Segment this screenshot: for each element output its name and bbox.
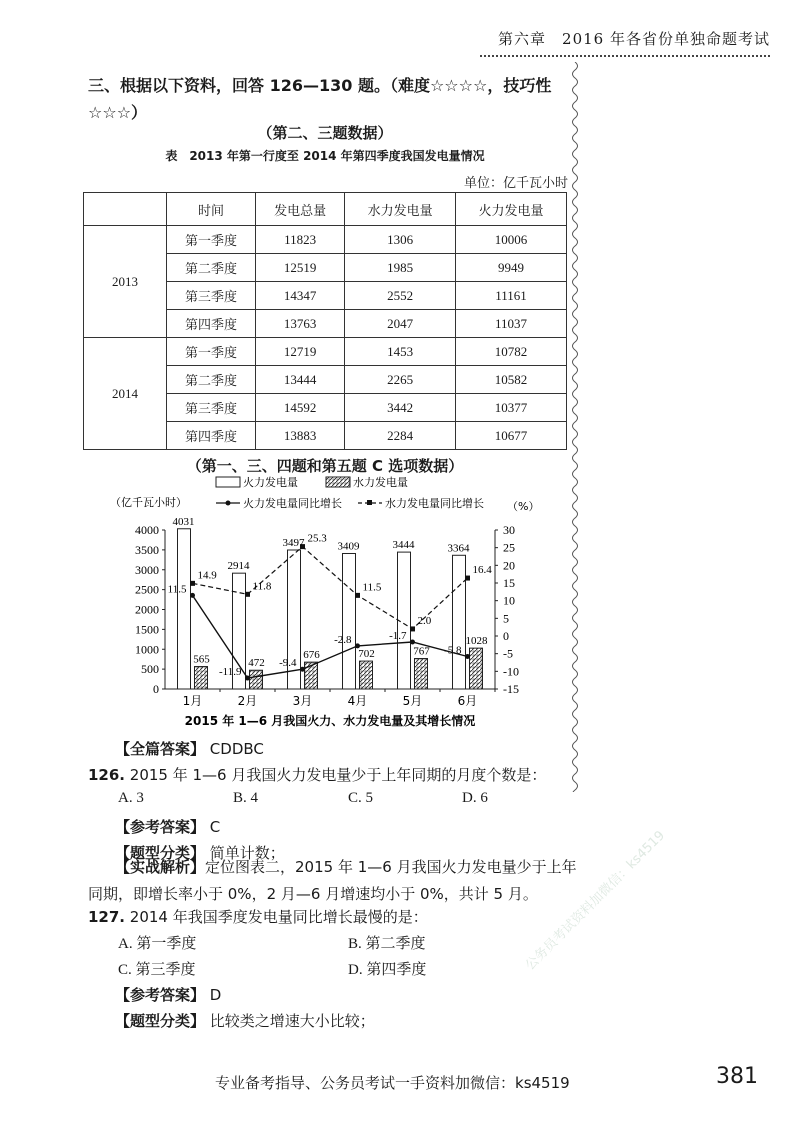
- bar-label-hydro: 1028: [465, 635, 488, 648]
- category-label: 1月: [182, 694, 203, 708]
- tick-label-left: 500: [141, 662, 159, 677]
- question-type-value: 比较类之增速大小比较；: [209, 1012, 375, 1030]
- table-header-cell: 水力发电量: [345, 193, 456, 226]
- tick-label-left: 3500: [135, 542, 159, 557]
- tick-label-left: 2500: [135, 582, 159, 597]
- reference-answer-label: 【参考答案】: [115, 986, 206, 1004]
- bar-label-hydro: 702: [358, 648, 375, 661]
- question-type-label: 【题型分类】: [115, 1012, 206, 1030]
- legend-label: 水力发电量: [353, 476, 408, 489]
- table-cell: 10377: [456, 394, 567, 422]
- table-cell: 12519: [256, 254, 345, 282]
- point-label-thermal: -1.7: [389, 630, 407, 643]
- bar-hydro: [195, 667, 208, 689]
- table-header-cell: 火力发电量: [456, 193, 567, 226]
- table-cell: 11823: [256, 226, 345, 254]
- category-label: 6月: [457, 694, 478, 708]
- bar-label-thermal: 3409: [337, 540, 360, 553]
- point-thermal-growth: [190, 593, 195, 598]
- table-header-row: [84, 193, 567, 226]
- legend-marker-hydro: [367, 500, 372, 505]
- reference-answer-value: C: [209, 818, 221, 836]
- question-text: 2015 年 1—6 月我国火力发电量少于上年同期的月度个数是：: [129, 766, 547, 784]
- analysis-text: 定位图表二，2015 年 1—6 月我国火力发电量少于上年同期，即增长率小于 0%，2 月—6 月增速均小于 0%，共计 5 月。: [88, 858, 577, 903]
- tick-label-right: -15: [503, 682, 519, 696]
- point-label-hydro: 14.9: [197, 569, 217, 582]
- tick-label-left: 1000: [135, 642, 159, 657]
- bar-hydro: [415, 659, 428, 689]
- bar-label-hydro: 676: [303, 649, 320, 662]
- table-cell: 13763: [256, 310, 345, 338]
- question-type-value: 简单计数；: [209, 844, 285, 862]
- chapter-header: 第六章 2016 年各省份单独命题考试: [498, 30, 770, 48]
- tick-label-right: 5: [503, 611, 509, 626]
- legend-swatch-thermal: [216, 477, 240, 487]
- point-label-hydro: 11.8: [252, 580, 272, 593]
- tick-label-left: 2000: [135, 602, 159, 617]
- tick-label-right: -10: [503, 664, 519, 679]
- chart-title: 2015 年 1—6 月我国火力、水力发电量及其增长情况: [184, 714, 476, 728]
- table-row: [84, 226, 567, 254]
- legend-label: 火力发电量同比增长: [243, 497, 342, 510]
- question-intro: 三、根据以下资料，回答 126—130 题。（难度☆☆☆☆，技巧性☆☆☆）: [88, 76, 552, 122]
- legend-swatch-hydro: [326, 477, 350, 487]
- header-rule: [480, 55, 770, 57]
- question-number: 126.: [88, 766, 126, 784]
- table-header-cell: 时间: [167, 193, 256, 226]
- option-d[interactable]: D. 6: [462, 790, 488, 806]
- table-cell: 10677: [456, 422, 567, 450]
- point-thermal-growth: [300, 667, 305, 672]
- table-cell: 9949: [456, 254, 567, 282]
- table-cell: 14347: [256, 282, 345, 310]
- point-label-thermal: -9.4: [279, 657, 297, 670]
- point-label-thermal: -5.8: [444, 644, 462, 657]
- bar-label-hydro: 565: [193, 653, 210, 666]
- bar-hydro: [250, 670, 263, 689]
- point-label-hydro: 16.4: [472, 564, 492, 577]
- option-b[interactable]: B. 4: [233, 790, 259, 806]
- table-row: [84, 338, 567, 366]
- bar-label-thermal: 3497: [282, 536, 305, 549]
- table-cell: 10782: [456, 338, 567, 366]
- question-number: 127.: [88, 908, 126, 926]
- tick-label-right: 15: [503, 576, 515, 590]
- option-c[interactable]: C. 5: [348, 790, 374, 806]
- reference-answer-value: D: [209, 986, 222, 1004]
- table-cell: 第二季度: [167, 366, 256, 394]
- power-generation-table: [83, 192, 567, 450]
- all-answers-value: CDDBC: [209, 740, 264, 758]
- power-chart: [100, 470, 560, 738]
- reference-answer-label: 【参考答案】: [115, 818, 206, 836]
- option-c[interactable]: C. 第三季度: [118, 962, 196, 978]
- option-b[interactable]: B. 第二季度: [348, 936, 426, 952]
- point-label-thermal: 11.5: [167, 583, 187, 596]
- table-cell: 第二季度: [167, 254, 256, 282]
- table-cell: 1306: [345, 226, 456, 254]
- table-cell: 2047: [345, 310, 456, 338]
- category-label: 3月: [292, 694, 313, 708]
- table-cell: 2284: [345, 422, 456, 450]
- table-cell: 2552: [345, 282, 456, 310]
- analysis-126: [88, 854, 578, 908]
- point-hydro-growth: [245, 592, 250, 597]
- point-thermal-growth: [245, 676, 250, 681]
- table-cell: 1453: [345, 338, 456, 366]
- table-header-cell: [84, 193, 167, 226]
- watermark: 公务员考试资料加微信：ks4519: [522, 828, 669, 974]
- point-label-thermal: -2.8: [334, 633, 352, 646]
- question-type-127: [115, 1010, 375, 1031]
- table-unit: 单位：亿千瓦小时: [463, 176, 568, 191]
- table-cell: 11037: [456, 310, 567, 338]
- margin-wavy-line: [568, 62, 582, 792]
- table-cell: 第一季度: [167, 338, 256, 366]
- table-cell: 第四季度: [167, 310, 256, 338]
- point-hydro-growth: [465, 576, 470, 581]
- option-a[interactable]: A. 第一季度: [118, 936, 197, 952]
- bar-label-hydro: 767: [413, 645, 430, 658]
- legend-label: 水力发电量同比增长: [385, 497, 484, 510]
- tick-label-right: 0: [503, 629, 509, 643]
- bar-label-thermal: 3444: [392, 539, 415, 552]
- point-thermal-growth: [410, 640, 415, 645]
- category-label: 4月: [347, 694, 368, 708]
- table-cell: 第三季度: [167, 394, 256, 422]
- table-caption: 表 2013 年第一行度至 2014 年第四季度我国发电量情况: [165, 149, 485, 163]
- category-label: 2月: [237, 694, 258, 708]
- table-cell: 13883: [256, 422, 345, 450]
- y-axis-title-left: （亿千瓦小时）: [110, 496, 187, 509]
- table-cell: 11161: [456, 282, 567, 310]
- bar-thermal: [343, 553, 356, 689]
- table-cell: 10582: [456, 366, 567, 394]
- table-cell: 第四季度: [167, 422, 256, 450]
- category-label: 5月: [402, 694, 423, 708]
- page-number: 381: [716, 1064, 758, 1089]
- tick-label-right: -5: [503, 646, 513, 661]
- section-title-2: （第一、三、四题和第五题 C 选项数据）: [186, 457, 464, 475]
- point-label-thermal: -11.9: [218, 666, 242, 679]
- table-cell: 14592: [256, 394, 345, 422]
- question-text: 2014 年我国季度发电量同比增长最慢的是：: [129, 908, 428, 926]
- section-title-1: （第二、三题数据）: [257, 124, 393, 142]
- bar-thermal: [453, 555, 466, 689]
- legend-label: 火力发电量: [243, 476, 298, 489]
- table-header-cell: 发电总量: [256, 193, 345, 226]
- option-a[interactable]: A. 3: [118, 790, 144, 806]
- question-127: [88, 906, 428, 927]
- analysis-label: 【实战解析】: [115, 858, 206, 876]
- point-hydro-growth: [410, 626, 415, 631]
- all-answers: [115, 738, 264, 759]
- table-cell: 第一季度: [167, 226, 256, 254]
- table-cell: 13444: [256, 366, 345, 394]
- bar-thermal: [178, 529, 191, 689]
- tick-label-left: 4000: [135, 523, 159, 537]
- footer-note: 专业备考指导、公务员考试一手资料加微信：ks4519: [215, 1074, 570, 1092]
- year-cell: 2013: [84, 226, 167, 338]
- table-cell: 10006: [456, 226, 567, 254]
- point-hydro-growth: [355, 593, 360, 598]
- point-thermal-growth: [465, 654, 470, 659]
- tick-label-left: 3000: [135, 562, 159, 577]
- point-hydro-growth: [190, 581, 195, 586]
- question-126: [88, 764, 546, 785]
- bar-hydro: [360, 661, 373, 689]
- point-label-hydro: 25.3: [307, 532, 327, 545]
- option-d[interactable]: D. 第四季度: [348, 962, 427, 978]
- table-cell: 1985: [345, 254, 456, 282]
- bar-label-hydro: 472: [248, 657, 265, 670]
- table-cell: 12719: [256, 338, 345, 366]
- y-axis-title-right: （%）: [507, 500, 540, 513]
- bar-label-thermal: 2914: [227, 560, 250, 573]
- tick-label-right: 25: [503, 540, 515, 555]
- bar-hydro: [470, 648, 483, 689]
- table-cell: 第三季度: [167, 282, 256, 310]
- point-label-hydro: 2.0: [417, 614, 432, 627]
- legend-marker-thermal: [226, 501, 231, 506]
- reference-answer-126: [115, 816, 220, 837]
- tick-label-right: 30: [503, 523, 515, 537]
- tick-label-left: 1500: [135, 622, 159, 637]
- table-cell: 3442: [345, 394, 456, 422]
- question-type-label: 【题型分类】: [115, 844, 206, 862]
- bar-label-thermal: 4031: [172, 515, 195, 528]
- table-cell: 2265: [345, 366, 456, 394]
- bar-label-thermal: 3364: [447, 542, 470, 555]
- tick-label-right: 20: [503, 558, 515, 573]
- all-answers-label: 【全篇答案】: [115, 740, 206, 758]
- tick-label-left: 0: [153, 682, 159, 696]
- point-label-hydro: 11.5: [362, 581, 382, 594]
- year-cell: 2014: [84, 338, 167, 450]
- reference-answer-127: [115, 984, 221, 1005]
- tick-label-right: 10: [503, 593, 515, 608]
